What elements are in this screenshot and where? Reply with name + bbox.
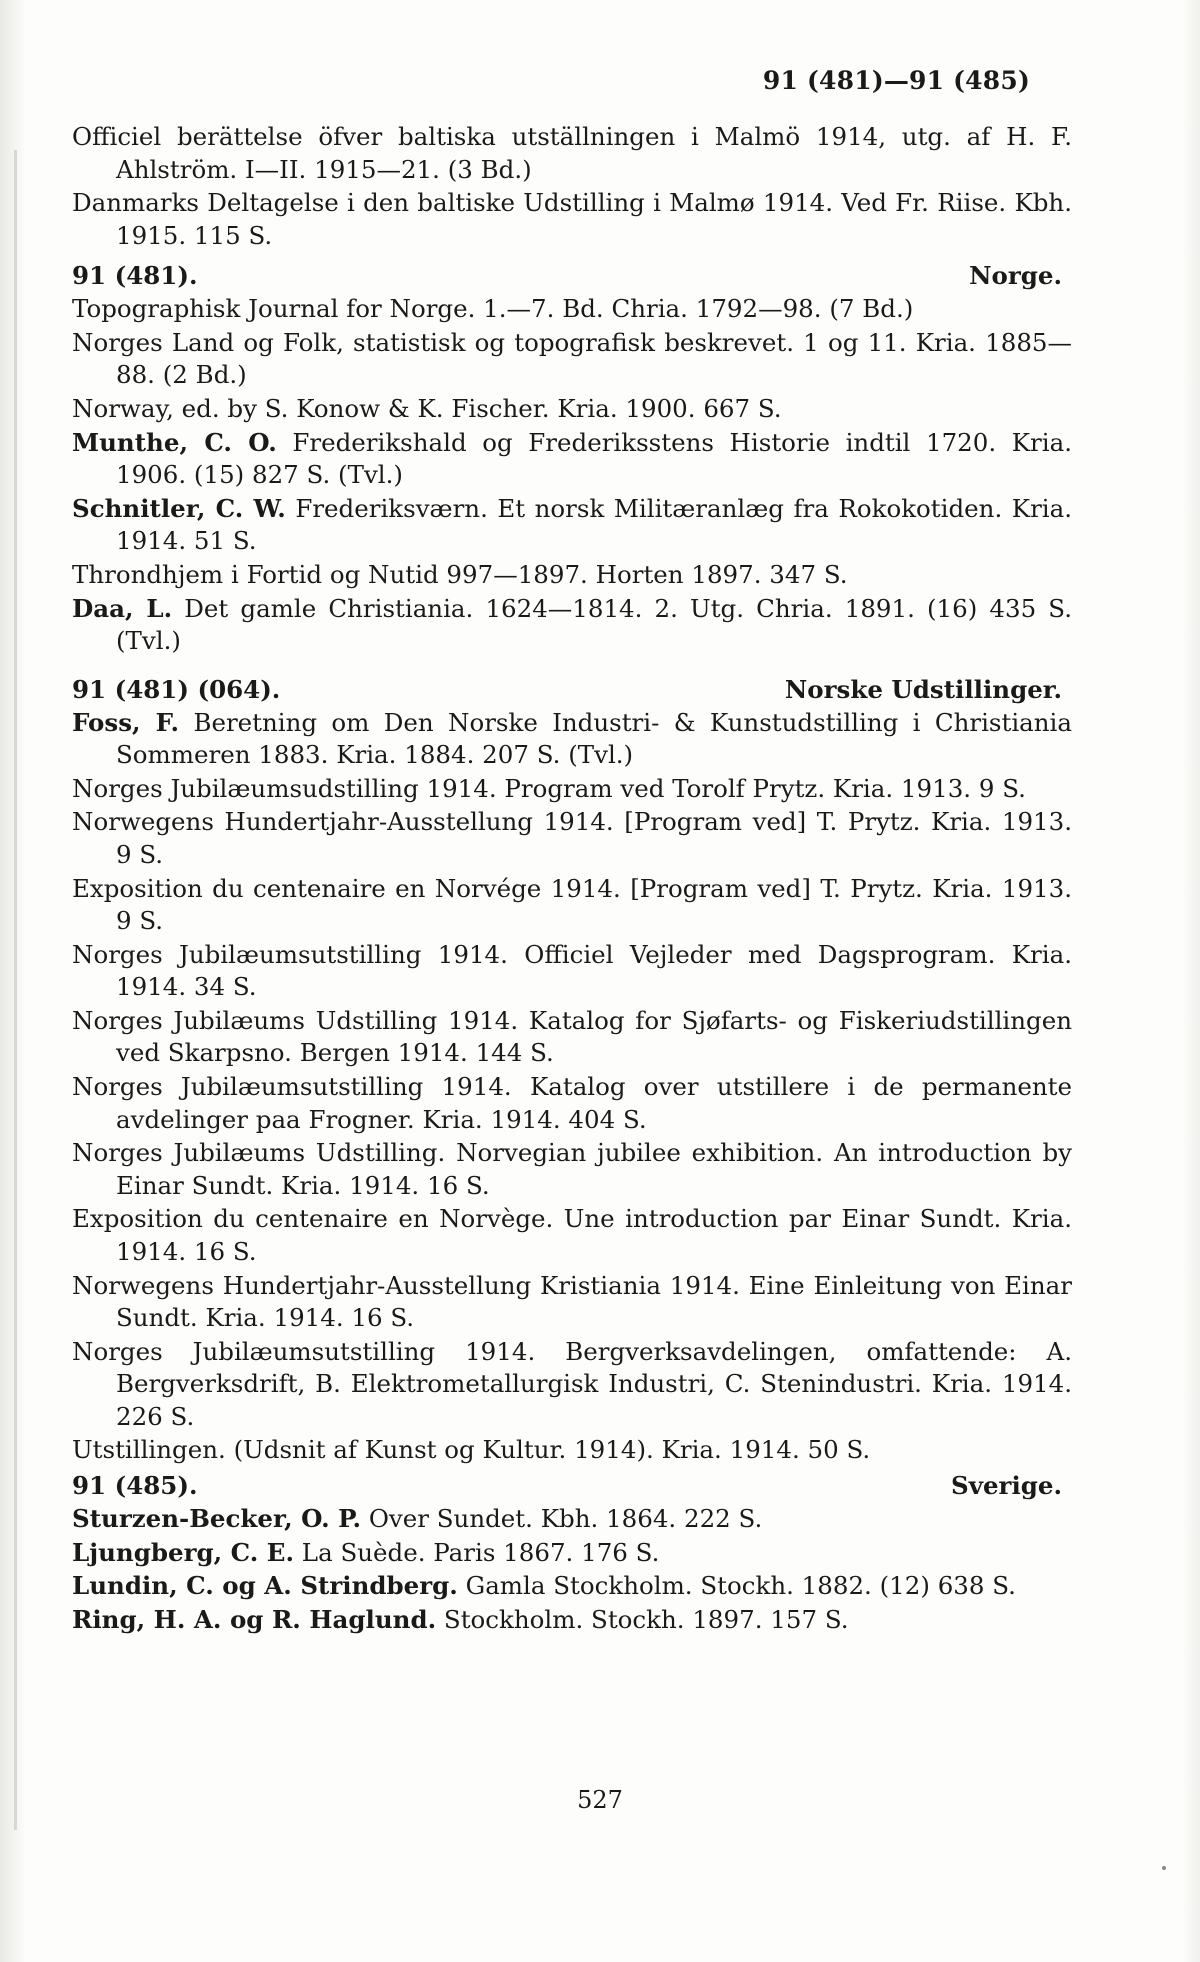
list-item xyxy=(72,1434,1072,1467)
entry-text: Norges Jubilæumsudstilling 1914. Program ved Torolf Prytz. Kria. 1913. 9 S. xyxy=(72,773,1026,803)
section-heading-country: Sverige. xyxy=(951,1470,1062,1500)
section-heading xyxy=(72,1471,1072,1500)
entry-text: Gamla Stockholm. Stockh. 1882. (12) 638 S. xyxy=(465,1571,1016,1601)
section-heading-code: 91 (481). xyxy=(72,261,198,291)
entry-text: Norwegens Hundertjahr-Ausstellung 1914. [Program ved] T. Prytz. Kria. 1913. 9 S. xyxy=(72,807,1072,869)
entry-author: Ljungberg, C. E. xyxy=(72,1537,294,1567)
list-item xyxy=(72,873,1072,938)
entry-author: Foss, F. xyxy=(72,707,180,737)
entry-text: Frederiksværn. Et norsk Militæranlæg fra Rokokotiden. Kria. 1914. 51 S. xyxy=(116,493,1073,556)
list-item xyxy=(72,806,1072,871)
list-item xyxy=(72,1203,1072,1268)
list-item xyxy=(72,1005,1072,1070)
entry-text: Exposition du centenaire en Norvége 1914. [Program ved] T. Prytz. Kria. 1913. 9 S. xyxy=(72,873,1072,936)
section-heading-code: 91 (485). xyxy=(72,1470,198,1500)
page-content xyxy=(72,66,1072,1637)
entry-text: Norges Jubilæums Udstilling. Norvegian jubilee exhibition. An introduction by Einar Sundt. Kria. 1914. 16 S. xyxy=(72,1138,1072,1200)
entry-author: Ring, H. A. og R. Haglund. xyxy=(72,1604,437,1634)
entry-text: Norges Jubilæumsutstilling 1914. Bergverksavdelingen, omfattende: A. Bergverksdrift, B. Elektrometallurgisk Industri, C. Stenindustri. Kria. 1914. 226 S. xyxy=(72,1336,1072,1431)
list-item xyxy=(72,939,1072,1004)
entry-text: Beretning om Den Norske Industri- & Kunstudstilling i Christiania Sommeren 1883. Kria. 1884. 207 S. (Tvl.) xyxy=(116,707,1072,770)
running-head: 91 (481)—91 (485) xyxy=(762,66,1030,95)
entry-text: Exposition du centenaire en Norvège. Une introduction par Einar Sundt. Kria. 1914. 16 S. xyxy=(72,1204,1072,1266)
list-item: Officiel berättelse öfver baltiska utställningen i Malmö 1914, utg. af H. F. Ahlström. I—II. 1915—21. (3 Bd.) xyxy=(72,122,1072,184)
list-item xyxy=(72,773,1072,806)
entry-text: Norway, ed. by S. Konow & K. Fischer. Kria. 1900. 667 S. xyxy=(72,394,782,424)
entry-author: Munthe, C. O. xyxy=(72,427,277,457)
list-item xyxy=(72,707,1072,772)
entry-author: Schnitler, C. W. xyxy=(72,493,286,523)
list-item xyxy=(72,393,1072,426)
list-item xyxy=(72,1137,1072,1202)
list-item: Danmarks Deltagelse i den baltiske Udstilling i Malmø 1914. Ved Fr. Riise. Kbh. 1915. 115 S. xyxy=(72,188,1072,250)
list-item xyxy=(72,1537,1072,1570)
section-heading-country: Norske Udstillinger. xyxy=(784,674,1062,704)
entry-author: Daa, L. xyxy=(72,593,173,623)
section-heading-code: 91 (481) (064). xyxy=(72,674,281,704)
entry-text: Norges Jubilæums Udstilling 1914. Katalog for Sjøfarts- og Fiskeriudstillingen ved Skarpsno. Bergen 1914. 144 S. xyxy=(72,1005,1072,1068)
entry-text: Utstillingen. (Udsnit af Kunst og Kultur. 1914). Kria. 1914. 50 S. xyxy=(72,1435,871,1465)
list-item xyxy=(72,293,1072,326)
scan-artifact-dot xyxy=(1162,1866,1166,1870)
section-heading xyxy=(72,675,1072,704)
list-item xyxy=(72,427,1072,492)
list-item xyxy=(72,1604,1072,1637)
section-heading xyxy=(72,261,1072,290)
entry-text: Norges Jubilæumsutstilling 1914. Officiel Vejleder med Dagsprogram. Kria. 1914. 34 S. xyxy=(72,939,1072,1002)
entry-text: Norges Jubilæumsutstilling 1914. Katalog over utstillere i de permanente avdelinger paa Frogner. Kria. 1914. 404 S. xyxy=(72,1072,1072,1134)
entry-text: Norwegens Hundertjahr-Ausstellung Kristiania 1914. Eine Einleitung von Einar Sundt. Kria. 1914. 16 S. xyxy=(72,1270,1072,1333)
entry-author: Lundin, C. og A. Strindberg. xyxy=(72,1571,458,1601)
section-heading-country: Norge. xyxy=(969,261,1062,291)
list-item xyxy=(72,1270,1072,1335)
spacer xyxy=(72,659,1072,666)
page-number: 527 xyxy=(577,1786,623,1814)
list-item xyxy=(72,1503,1072,1536)
entry-text: La Suède. Paris 1867. 176 S. xyxy=(301,1537,660,1567)
list-item xyxy=(72,593,1072,658)
entry-text: Topographisk Journal for Norge. 1.—7. Bd. Chria. 1792—98. (7 Bd.) xyxy=(72,294,914,324)
list-item xyxy=(72,1071,1072,1136)
entry-text: Norges Land og Folk, statistisk og topografisk beskrevet. 1 og 11. Kria. 1885—88. (2 Bd.) xyxy=(72,327,1072,390)
entry-text: Stockholm. Stockh. 1897. 157 S. xyxy=(443,1604,849,1634)
entry-text: Throndhjem i Fortid og Nutid 997—1897. Horten 1897. 347 S. xyxy=(72,559,848,589)
entry-text: Frederikshald og Frederiksstens Historie indtil 1720. Kria. 1906. (15) 827 S. (Tvl.) xyxy=(116,427,1073,490)
entry-author: Sturzen-Becker, O. P. xyxy=(72,1503,362,1533)
entry-text: Det gamle Christiania. 1624—1814. 2. Utg. Chria. 1891. (16) 435 S. (Tvl.) xyxy=(116,593,1072,656)
list-item xyxy=(72,1570,1072,1603)
entry-text: Over Sundet. Kbh. 1864. 222 S. xyxy=(368,1503,763,1533)
list-item xyxy=(72,493,1072,558)
list-item xyxy=(72,559,1072,592)
list-item xyxy=(72,1336,1072,1434)
list-item xyxy=(72,327,1072,392)
page-edge-rule xyxy=(14,150,17,1830)
